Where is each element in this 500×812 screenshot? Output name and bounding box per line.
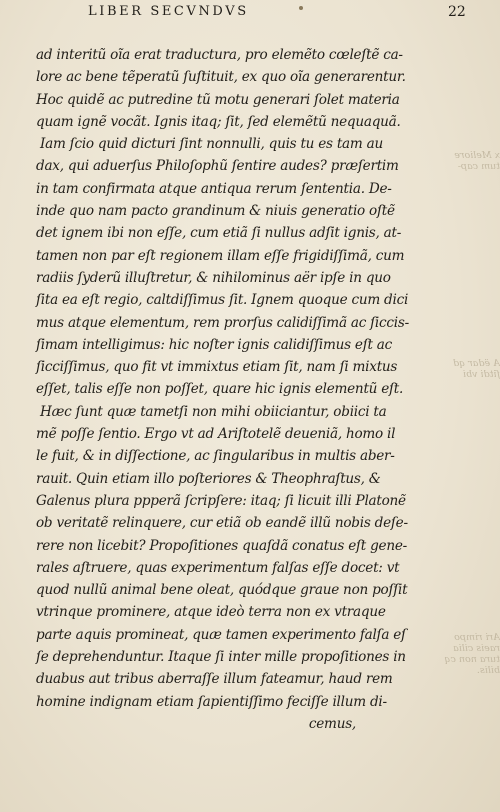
text-line: Galenus plura ppperã ſcripſere: itaq; ſi licuit illi Platonẽ	[36, 492, 406, 509]
text-line: ob veritatẽ relinquere, cur etiã ob eandẽ illũ nobis deſe-	[36, 515, 408, 532]
text-line: ad interitũ oĩa erat traductura, pro elemẽto cœleſtẽ ca-	[36, 47, 403, 63]
text-line: parte aquis promineat, quæ tamen experimento falſa eſ	[36, 626, 406, 643]
text-line: vtrinque prominere, atque ideò terra non ex vtraque	[36, 604, 386, 621]
bleed-through-note: Ari rimpo raeis cilia tura non cq bilis.	[444, 632, 500, 676]
text-line: quod nullũ animal bene oleat, quódque graue non poſſit	[36, 582, 408, 599]
text-line: rauit. Quin etiam illo poſteriores & Theophraſtus, &	[36, 470, 381, 487]
text-line: ſicciſſimus, quo fit vt immixtus etiam ſit, nam ſi mixtus	[36, 359, 398, 376]
text-line: ſita ea eſt regio, caltdiſſimus ſit. Ignem quoque cum dici	[36, 292, 409, 309]
text-line: mẽ poſſe ſentio. Ergo vt ad Ariſtotelẽ deueniã, homo il	[36, 426, 396, 443]
text-line: ſimam intelligimus: hic noſter ignis calidiſſimus eſt ac	[36, 336, 392, 353]
text-line: radiis ſyderũ illuſtretur, & nihilominus aër ipſe in quo	[36, 269, 391, 286]
text-line: eſſet, talis eſſe non poſſet, quare hic ignis elementũ eſt.	[36, 381, 404, 398]
text-line: in tam confirmata atque antiqua rerum ſententia. De-	[36, 180, 392, 197]
text-line: det ignem ibi non eſſe, cum etiã ſi nullus adſit ignis, at-	[36, 225, 402, 242]
bleed-through-note: x Meliore tum cap-	[454, 150, 500, 172]
body-text	[36, 44, 409, 735]
text-line: homine indignam etiam ſapientiſſimo feciſſe illum di-	[36, 693, 387, 710]
text-line: rales aſtruere, quas experimentum falſas eſſe docet: vt	[36, 559, 400, 576]
text-line-catchword: cemus,	[308, 715, 356, 732]
text-line: le fuit, & in diſſectione, ac ſingularibus in multis aber-	[36, 448, 395, 465]
text-line: dax, qui aduerſus Philoſophũ ſentire audes? præſertim	[36, 158, 399, 175]
text-line: inde quo nam pacto grandinum & niuis generatio oſtẽ	[36, 203, 395, 220]
running-head: LIBER SECVNDVS	[88, 4, 249, 19]
text-line: Hæc ſunt quæ tametſi non mihi obiiciantur, obiici ta	[40, 403, 387, 420]
text-line: rere non licebit? Propoſitiones quaſdã conatus eſt gene-	[36, 537, 407, 554]
text-line: lore ac bene tẽperatũ ſuſtituit, ex quo oĩa generarentur.	[36, 69, 406, 86]
page-header	[0, 2, 500, 24]
bleed-through-note: A ëdar qd ſitdi vbi	[453, 358, 500, 380]
text-line: duabus aut tribus aberraſſe illum fateamur, haud rem	[36, 671, 393, 688]
text-line: quam ignẽ vocãt. Ignis itaq; ſit, ſed elemẽtũ nequaquã.	[36, 113, 401, 130]
text-line: Hoc quidẽ ac putredine tũ motu generari ſolet materia	[36, 91, 400, 108]
text-line: mus atque elementum, rem prorſus calidiſſimã ac ſiccis-	[36, 314, 409, 331]
page-number: 22	[448, 4, 466, 20]
text-line: ſe deprehenduntur. Itaque ſi inter mille propoſitiones in	[36, 649, 406, 666]
text-line: Iam ſcio quid dicturi ſint nonnulli, quis tu es tam au	[40, 136, 383, 153]
text-line: tamen non par eſt regionem illam eſſe frigidiſſimã, cum	[36, 247, 405, 264]
